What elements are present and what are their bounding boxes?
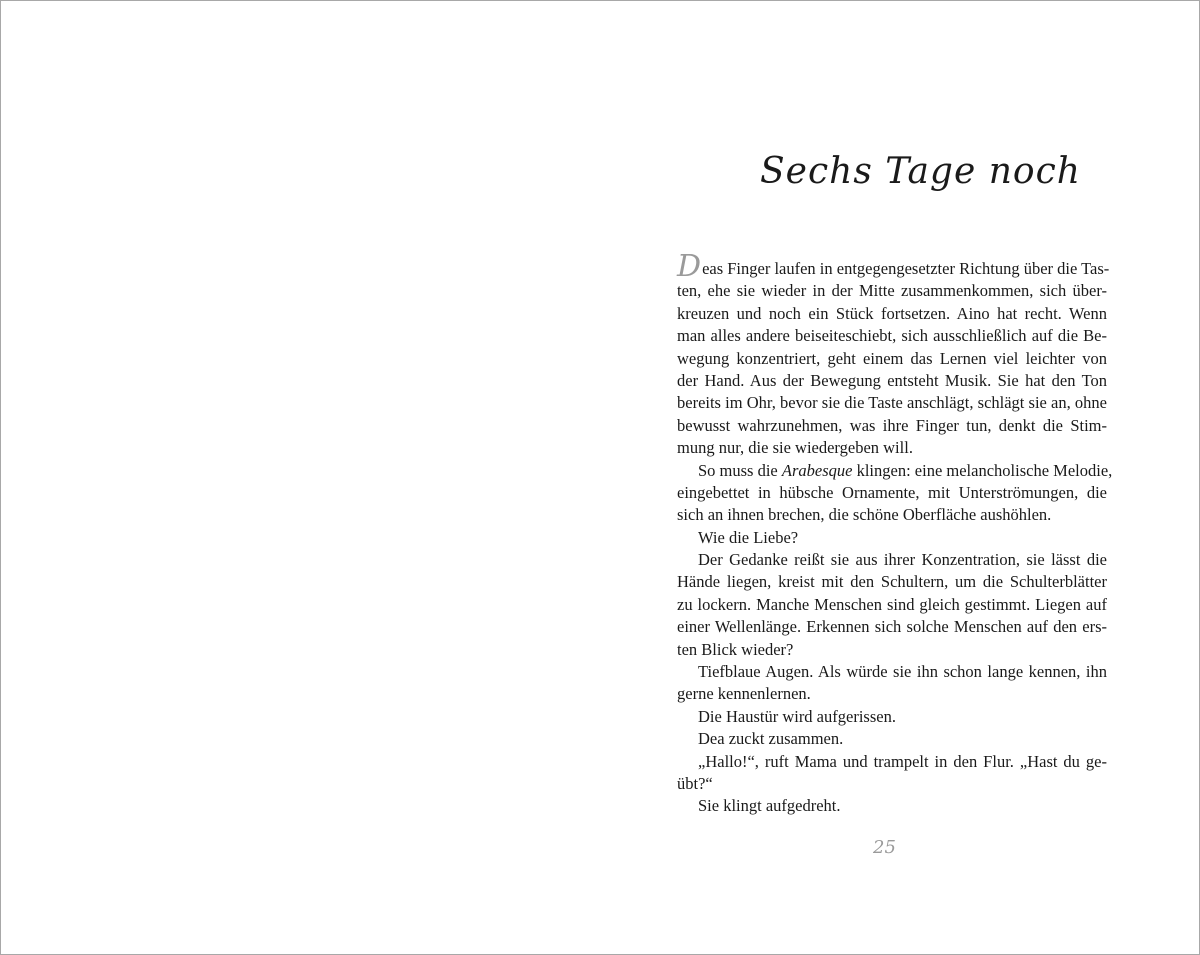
text-line	[677, 460, 1113, 482]
text-line: Tiefblaue Augen. Als würde sie ihn schon lange kennen, ihn	[698, 662, 1107, 682]
text-line-content: So muss die	[698, 460, 782, 480]
text-line: Sie klingt aufgedreht.	[698, 796, 841, 816]
chapter-body-text	[677, 249, 1113, 818]
text-line: man alles andere beiseiteschiebt, sich ausschließlich auf die Be-	[677, 326, 1107, 346]
text-line: „Hallo!“, ruft Mama und trampelt in den Flur. „Hast du ge-	[698, 751, 1107, 771]
text-line: sich an ihnen brechen, die schöne Oberfläche aushöhlen.	[677, 505, 1052, 525]
text-line-content: klingen: eine melancholische Melodie,	[852, 460, 1113, 480]
page-number: 25	[873, 837, 896, 858]
text-line: ten Blick wieder?	[677, 639, 794, 659]
text-line: bereits im Ohr, bevor sie die Taste anschlägt, schlägt sie an, ohne	[677, 393, 1107, 413]
right-page	[600, 1, 1199, 954]
text-line: zu lockern. Manche Menschen sind gleich gestimmt. Liegen auf	[677, 594, 1107, 614]
italic-title: Arabesque	[781, 460, 853, 480]
text-line-content: eas Finger laufen in entgegengesetzter Richtung über die Tas-	[702, 259, 1110, 278]
text-line: kreuzen und noch ein Stück fortsetzen. Aino hat recht. Wenn	[677, 303, 1107, 323]
text-line: übt?“	[677, 773, 713, 793]
text-line: Der Gedanke reißt sie aus ihrer Konzentration, sie lässt die	[698, 550, 1107, 570]
left-page-blank	[1, 1, 600, 954]
text-line	[677, 249, 1110, 284]
text-line: Hände liegen, kreist mit den Schultern, um die Schulterblätter	[677, 572, 1107, 592]
text-line: mung nur, die sie wiedergeben will.	[677, 438, 913, 458]
chapter-title: Sechs Tage noch	[760, 151, 1081, 192]
text-line: ten, ehe sie wieder in der Mitte zusammenkommen, sich über-	[677, 281, 1107, 301]
text-line: Dea zuckt zusammen.	[698, 729, 844, 749]
text-line: der Hand. Aus der Bewegung entsteht Musik. Sie hat den Ton	[677, 370, 1107, 390]
text-line: einer Wellenlänge. Erkennen sich solche Menschen auf den ers-	[677, 617, 1107, 637]
text-line: wegung konzentriert, geht einem das Lernen viel leichter von	[677, 348, 1107, 368]
text-line: eingebettet in hübsche Ornamente, mit Unterströmungen, die	[677, 482, 1107, 502]
text-line: bewusst wahrzunehmen, was ihre Finger tun, denkt die Stim-	[677, 415, 1107, 435]
text-line: Wie die Liebe?	[698, 527, 799, 547]
text-line: Die Haustür wird aufgerissen.	[698, 706, 896, 726]
text-line: gerne kennenlernen.	[677, 684, 811, 704]
drop-cap: D	[677, 249, 702, 284]
